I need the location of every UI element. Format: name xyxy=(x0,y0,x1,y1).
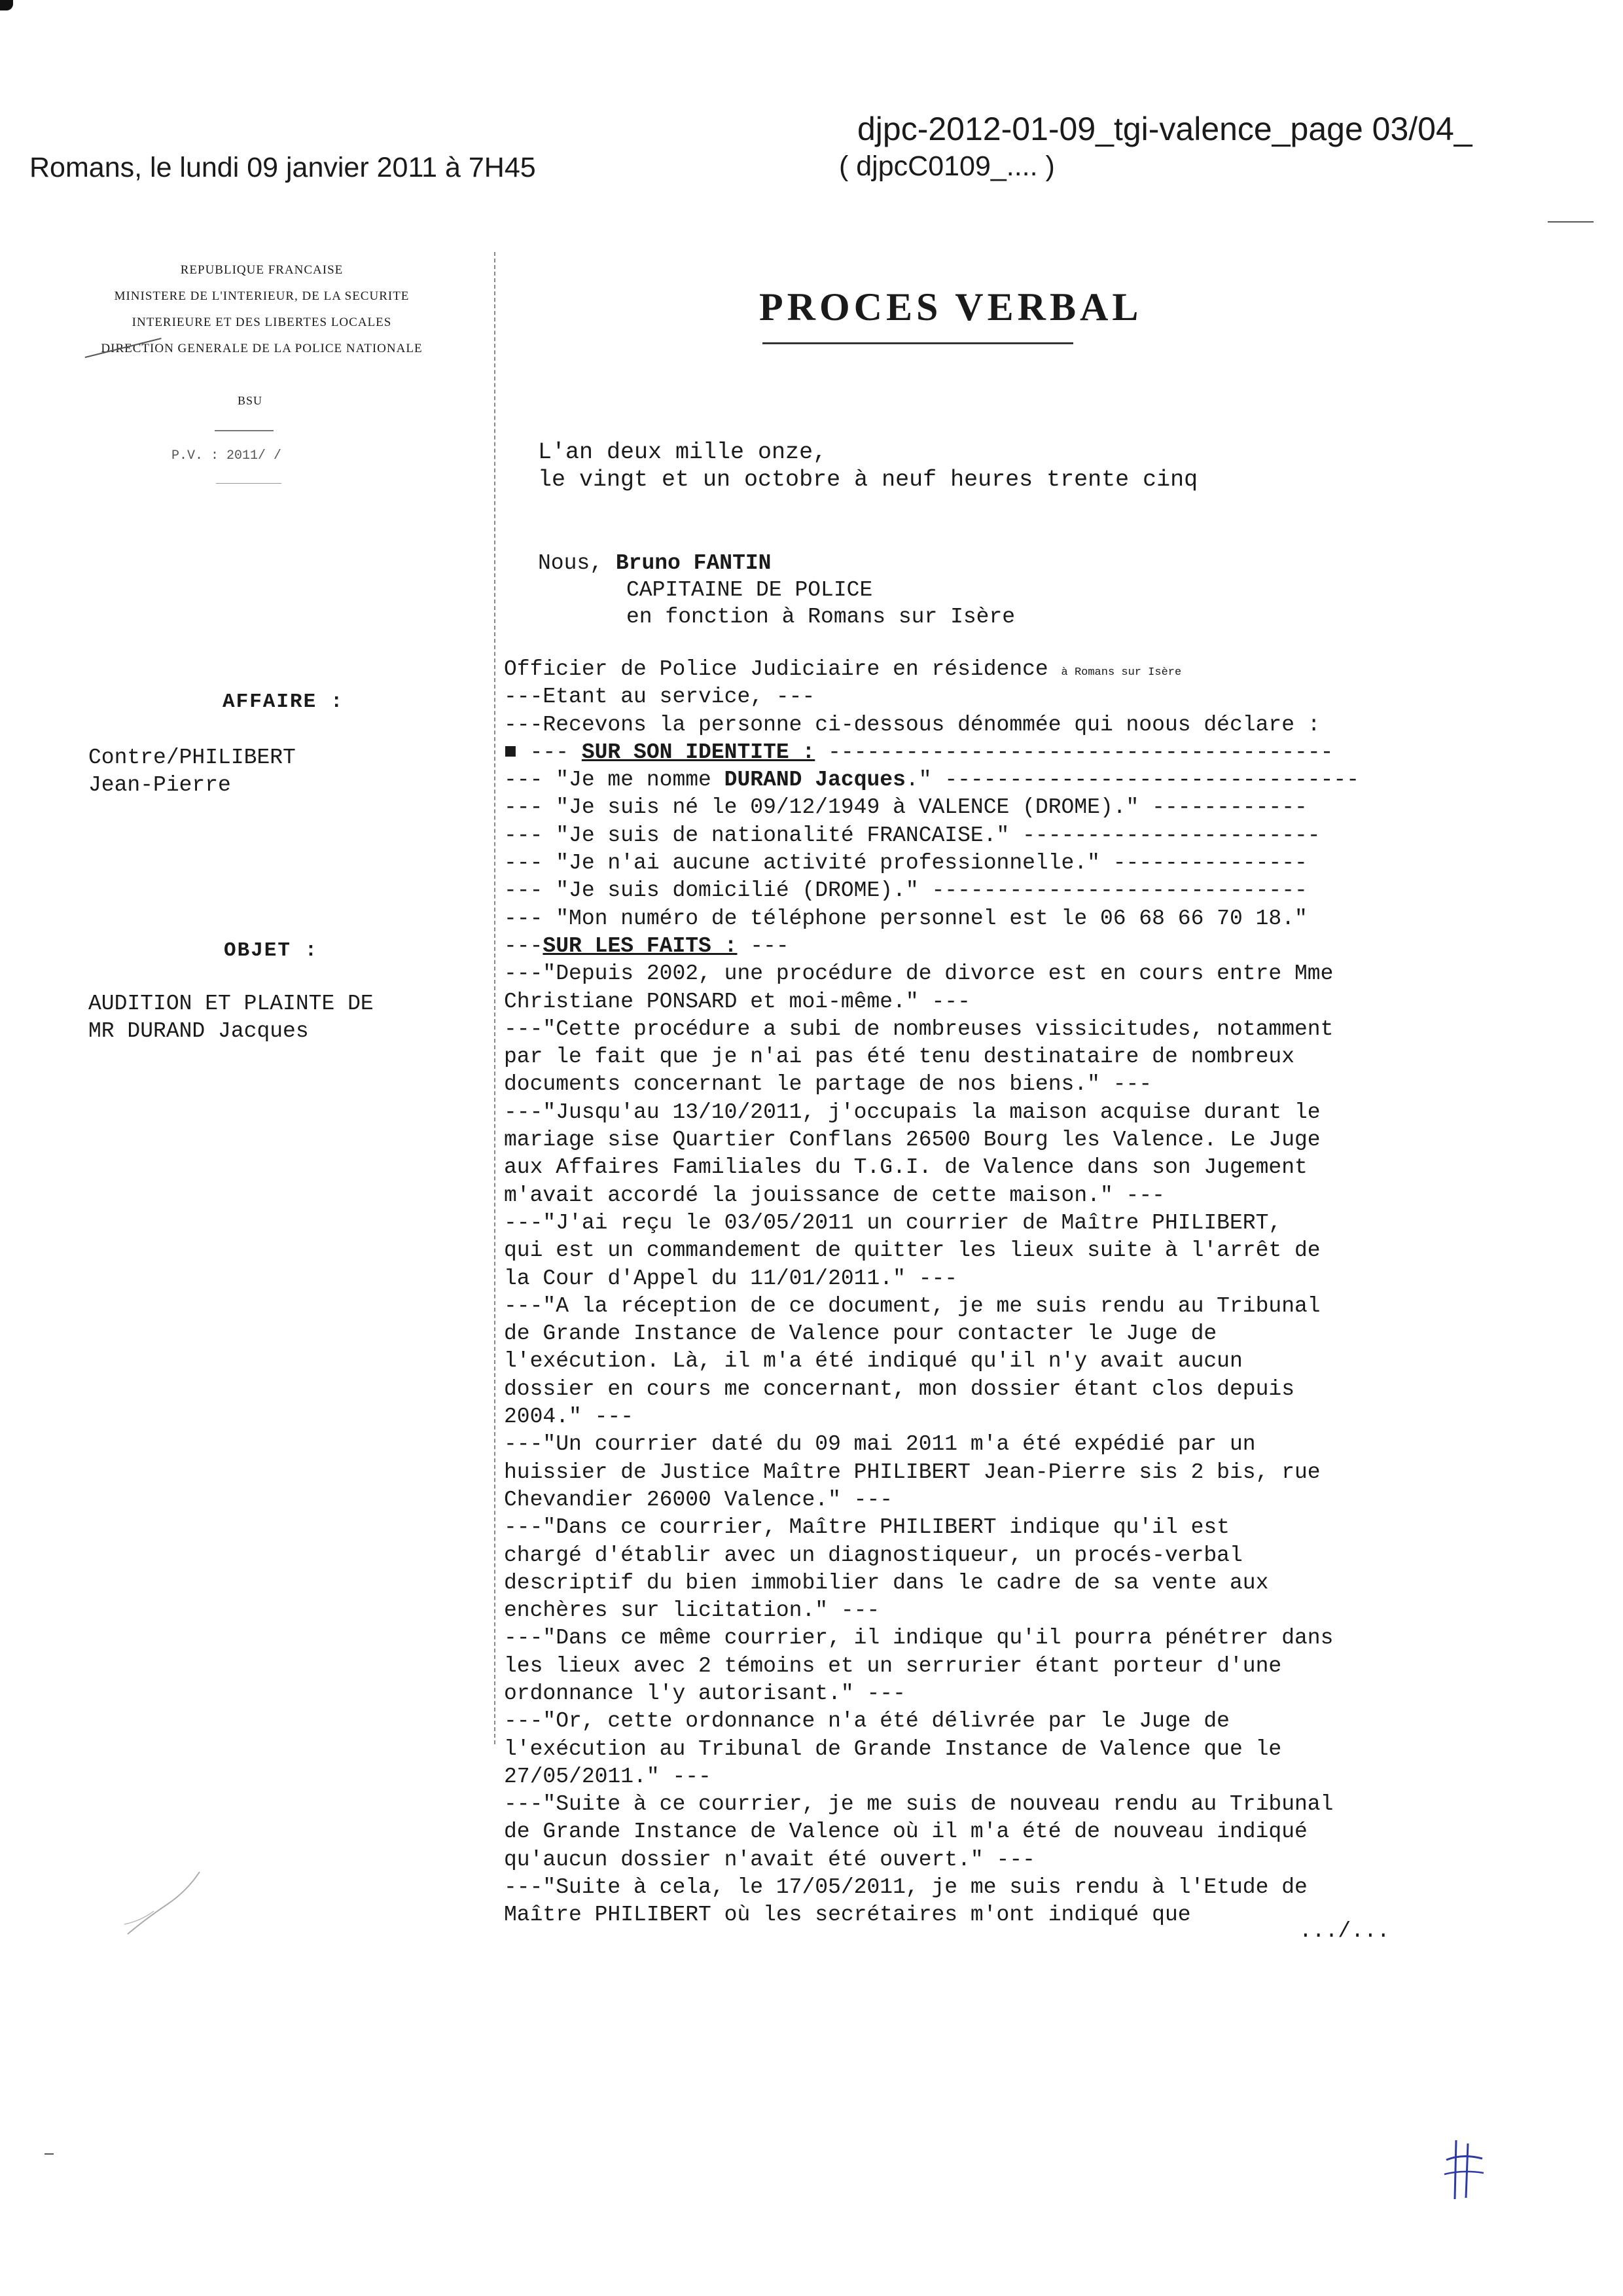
body-line: m'avait accordé la jouissance de cette maison." --- xyxy=(504,1183,1165,1208)
objet-line: MR DURAND Jacques xyxy=(88,1019,309,1043)
body-line: ---Etant au service, --- xyxy=(504,685,815,709)
body-line: ---"A la réception de ce document, je me suis rendu au Tribunal xyxy=(504,1293,1321,1318)
margin-dash xyxy=(45,2153,54,2155)
body-line: --- "Je suis né le 09/12/1949 à VALENCE (DROME)." ------------ xyxy=(504,795,1308,820)
affaire-label: AFFAIRE : xyxy=(223,691,344,713)
body-line: Christiane PONSARD et moi-même." --- xyxy=(504,989,971,1014)
officer-post: en fonction à Romans sur Isère xyxy=(626,605,1016,629)
ministry-line: DIRECTION GENERALE DE LA POLICE NATIONALE xyxy=(101,342,423,355)
body-line: --- "Je suis de nationalité FRANCAISE." ----------------------- xyxy=(504,823,1321,848)
statement-body xyxy=(504,656,1359,1929)
objet-label: OBJET : xyxy=(224,939,319,962)
faint-signature-mark xyxy=(121,1865,206,1944)
body-line: de Grande Instance de Valence pour contacter le Juge de xyxy=(504,1321,1217,1346)
affaire-value xyxy=(88,744,296,799)
continued-marker: .../... xyxy=(1299,1919,1390,1943)
body-line: l'exécution. Là, il m'a été indiqué qu'il n'y avait aucun xyxy=(504,1349,1243,1374)
body-line: ---"Un courrier daté du 09 mai 2011 m'a été expédié par un xyxy=(504,1432,1256,1457)
body-line: 27/05/2011." --- xyxy=(504,1764,711,1789)
body-line: ordonnance l'y autorisant." --- xyxy=(504,1681,906,1706)
body-line: ---"Or, cette ordonnance n'a été délivrée par le Juge de xyxy=(504,1709,1230,1734)
officer-block xyxy=(538,550,1015,630)
body-line: enchères sur licitation." --- xyxy=(504,1598,880,1623)
body-line: --- "Mon numéro de téléphone personnel est le 06 68 66 70 18." xyxy=(504,906,1308,931)
pv-rule xyxy=(216,483,281,484)
body-line: ---"Dans ce courrier, Maître PHILIBERT indique qu'il est xyxy=(504,1515,1230,1540)
body-line: ---"Dans ce même courrier, il indique qu'il pourra pénétrer dans xyxy=(504,1626,1334,1651)
intro-line: L'an deux mille onze, xyxy=(538,439,827,465)
body-line: aux Affaires Familiales du T.G.I. de Valence dans son Jugement xyxy=(504,1155,1308,1180)
affaire-line: Jean-Pierre xyxy=(88,773,231,797)
margin-divider xyxy=(494,252,495,1744)
body-line: la Cour d'Appel du 11/01/2011." --- xyxy=(504,1266,958,1291)
body-line: --- "Je n'ai aucune activité professionnelle." --------------- xyxy=(504,851,1308,876)
body-line: ---"Jusqu'au 13/10/2011, j'occupais la maison acquise durant le xyxy=(504,1100,1321,1124)
body-line: ---"J'ai reçu le 03/05/2011 un courrier de Maître PHILIBERT, xyxy=(504,1210,1282,1235)
body-line: chargé d'établir avec un diagnostiqueur, un procés-verbal xyxy=(504,1543,1243,1568)
body-line: ---"Depuis 2002, une procédure de divorce est en cours entre Mme xyxy=(504,961,1334,986)
section-heading-faits: ---SUR LES FAITS : --- xyxy=(504,933,789,958)
ministry-line: MINISTERE DE L'INTERIEUR, DE LA SECURITE xyxy=(114,289,410,303)
header-reference-code: ( djpcC0109_.... ) xyxy=(839,151,1055,182)
body-line: descriptif du bien immobilier dans le cadre de sa vente aux xyxy=(504,1570,1269,1595)
page-title: PROCES VERBAL xyxy=(759,285,1143,329)
pv-number: P.V. : 2011/ / xyxy=(171,448,282,463)
body-line: --- "Je suis domicilié (DROME)." ----------------------------- xyxy=(504,878,1308,903)
body-line: par le fait que je n'ai pas été tenu destinataire de nombreux xyxy=(504,1045,1294,1069)
ministry-line: INTERIEURE ET DES LIBERTES LOCALES xyxy=(132,315,392,329)
officer-prefix: Nous, xyxy=(538,551,603,575)
title-underline xyxy=(762,342,1073,344)
body-line: les lieux avec 2 témoins et un serrurier étant porteur d'une xyxy=(504,1653,1282,1678)
body-line: documents concernant le partage de nos biens." --- xyxy=(504,1072,1152,1097)
objet-line: AUDITION ET PLAINTE DE xyxy=(88,992,374,1016)
unit-label: BSU xyxy=(238,394,263,407)
body-line: dossier en cours me concernant, mon dossier étant clos depuis xyxy=(504,1376,1294,1401)
body-line: l'exécution au Tribunal de Grande Instance de Valence que le xyxy=(504,1736,1282,1761)
body-line: --- "Je me nomme DURAND Jacques." -------------------------------- xyxy=(504,768,1360,793)
header-reference: djpc-2012-01-09_tgi-valence_page 03/04_ xyxy=(857,111,1472,147)
section-heading-identite: ■ --- SUR SON IDENTITE : --------------------------------------- xyxy=(504,740,1334,764)
ministry-line: REPUBLIQUE FRANCAISE xyxy=(180,263,344,277)
body-line: qui est un commandement de quitter les lieux suite à l'arrêt de xyxy=(504,1238,1321,1263)
intro-line: le vingt et un octobre à neuf heures trente cinq xyxy=(538,467,1198,493)
body-line: ---"Suite à ce courrier, je me suis de nouveau rendu au Tribunal xyxy=(504,1792,1334,1817)
body-line: ---"Suite à cela, le 17/05/2011, je me suis rendu à l'Etude de xyxy=(504,1875,1308,1900)
body-line: de Grande Instance de Valence où il m'a été de nouveau indiqué xyxy=(504,1820,1308,1844)
top-rule xyxy=(1548,221,1594,223)
unit-rule xyxy=(215,430,274,431)
officer-name: Bruno FANTIN xyxy=(615,551,772,575)
handwritten-initials xyxy=(1436,2134,1489,2206)
body-line: 2004." --- xyxy=(504,1405,634,1429)
body-line: ---"Cette procédure a subi de nombreuses vissicitudes, notamment xyxy=(504,1016,1334,1041)
objet-value xyxy=(88,990,374,1045)
affaire-line: Contre/PHILIBERT xyxy=(88,745,296,770)
intro-block xyxy=(538,439,1198,493)
officer-rank: CAPITAINE DE POLICE xyxy=(626,578,873,602)
body-line: mariage sise Quartier Conflans 26500 Bourg les Valence. Le Juge xyxy=(504,1128,1321,1153)
header-date-line: Romans, le lundi 09 janvier 2011 à 7H45 xyxy=(29,152,536,183)
body-line: huissier de Justice Maître PHILIBERT Jean-Pierre sis 2 bis, rue xyxy=(504,1460,1321,1484)
body-line: Officier de Police Judiciaire en résidence à Romans sur Isère xyxy=(504,657,1182,681)
body-line: Chevandier 26000 Valence." --- xyxy=(504,1487,893,1512)
corner-mark xyxy=(0,0,13,10)
body-line: qu'aucun dossier n'avait été ouvert." --- xyxy=(504,1847,1035,1872)
body-line: Maître PHILIBERT où les secrétaires m'ont indiqué que xyxy=(504,1903,1191,1928)
body-line: ---Recevons la personne ci-dessous dénommée qui noous déclare : xyxy=(504,712,1321,737)
